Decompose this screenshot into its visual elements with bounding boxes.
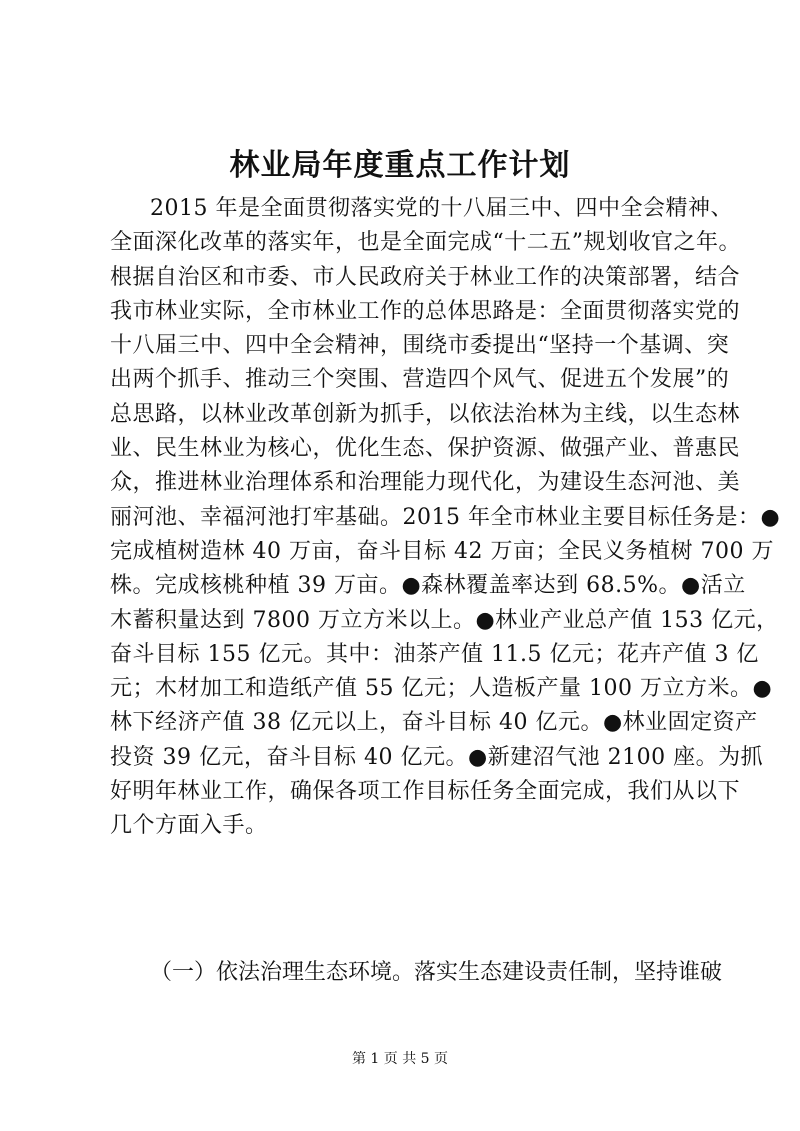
paragraph-1-line: 投资 39 亿元，奋斗目标 40 亿元。●新建沼气池 2100 座。为抓 bbox=[110, 744, 764, 770]
paragraph-1-line: 木蓄积量达到 7800 万立方米以上。●林业产业总产值 153 亿元， bbox=[110, 607, 779, 633]
paragraph-1-line: 林下经济产值 38 亿元以上，奋斗目标 40 亿元。●林业固定资产 bbox=[110, 710, 758, 736]
paragraph-1-line: 根据自治区和市委、市人民政府关于林业工作的决策部署，结合 bbox=[110, 264, 741, 290]
paragraph-1-line: 总思路，以林业改革创新为抓手，以依法治林为主线，以生态林 bbox=[110, 401, 741, 427]
paragraph-1-line: 元；木材加工和造纸产值 55 亿元；人造板产量 100 万立方米。● bbox=[110, 676, 773, 702]
paragraph-1-line: 奋斗目标 155 亿元。其中：油茶产值 11.5 亿元；花卉产值 3 亿 bbox=[110, 641, 759, 667]
paragraph-1-line: 众，推进林业治理体系和治理能力现代化，为建设生态河池、美 bbox=[110, 470, 741, 496]
paragraph-1-line: 几个方面入手。 bbox=[110, 813, 268, 839]
paragraph-1 bbox=[110, 192, 781, 844]
page-footer: 第 1 页 共 5 页 bbox=[351, 1051, 449, 1067]
paragraph-1-line: 完成植树造林 40 万亩，奋斗目标 42 万亩；全民义务植树 700 万 bbox=[110, 538, 774, 564]
paragraph-1-line: 株。完成核桃种植 39 万亩。●森林覆盖率达到 68.5%。●活立 bbox=[110, 573, 746, 599]
document-title: 林业局年度重点工作计划 bbox=[229, 148, 571, 183]
paragraph-1-line: 好明年林业工作，确保各项工作目标任务全面完成，我们从以下 bbox=[110, 779, 741, 805]
paragraph-1-line: 业、民生林业为核心，优化生态、保护资源、做强产业、普惠民 bbox=[110, 436, 741, 462]
paragraph-1-line: 十八届三中、四中全会精神，围绕市委提出“坚持一个基调、突 bbox=[110, 333, 730, 359]
paragraph-1-line: 我市林业实际，全市林业工作的总体思路是：全面贯彻落实党的 bbox=[110, 298, 741, 324]
paragraph-2-line: （一）依法治理生态环境。落实生态建设责任制，坚持谁破 bbox=[150, 960, 723, 985]
paragraph-1-line: 2015 年是全面贯彻落实党的十八届三中、四中全会精神、 bbox=[150, 196, 733, 221]
paragraph-1-line: 出两个抓手、推动三个突围、营造四个风气、促进五个发展”的 bbox=[110, 367, 730, 393]
paragraph-1-line: 全面深化改革的落实年，也是全面完成“十二五”规划收官之年。 bbox=[110, 230, 741, 256]
paragraph-1-line: 丽河池、幸福河池打牢基础。2015 年全市林业主要目标任务是：● bbox=[110, 504, 781, 530]
